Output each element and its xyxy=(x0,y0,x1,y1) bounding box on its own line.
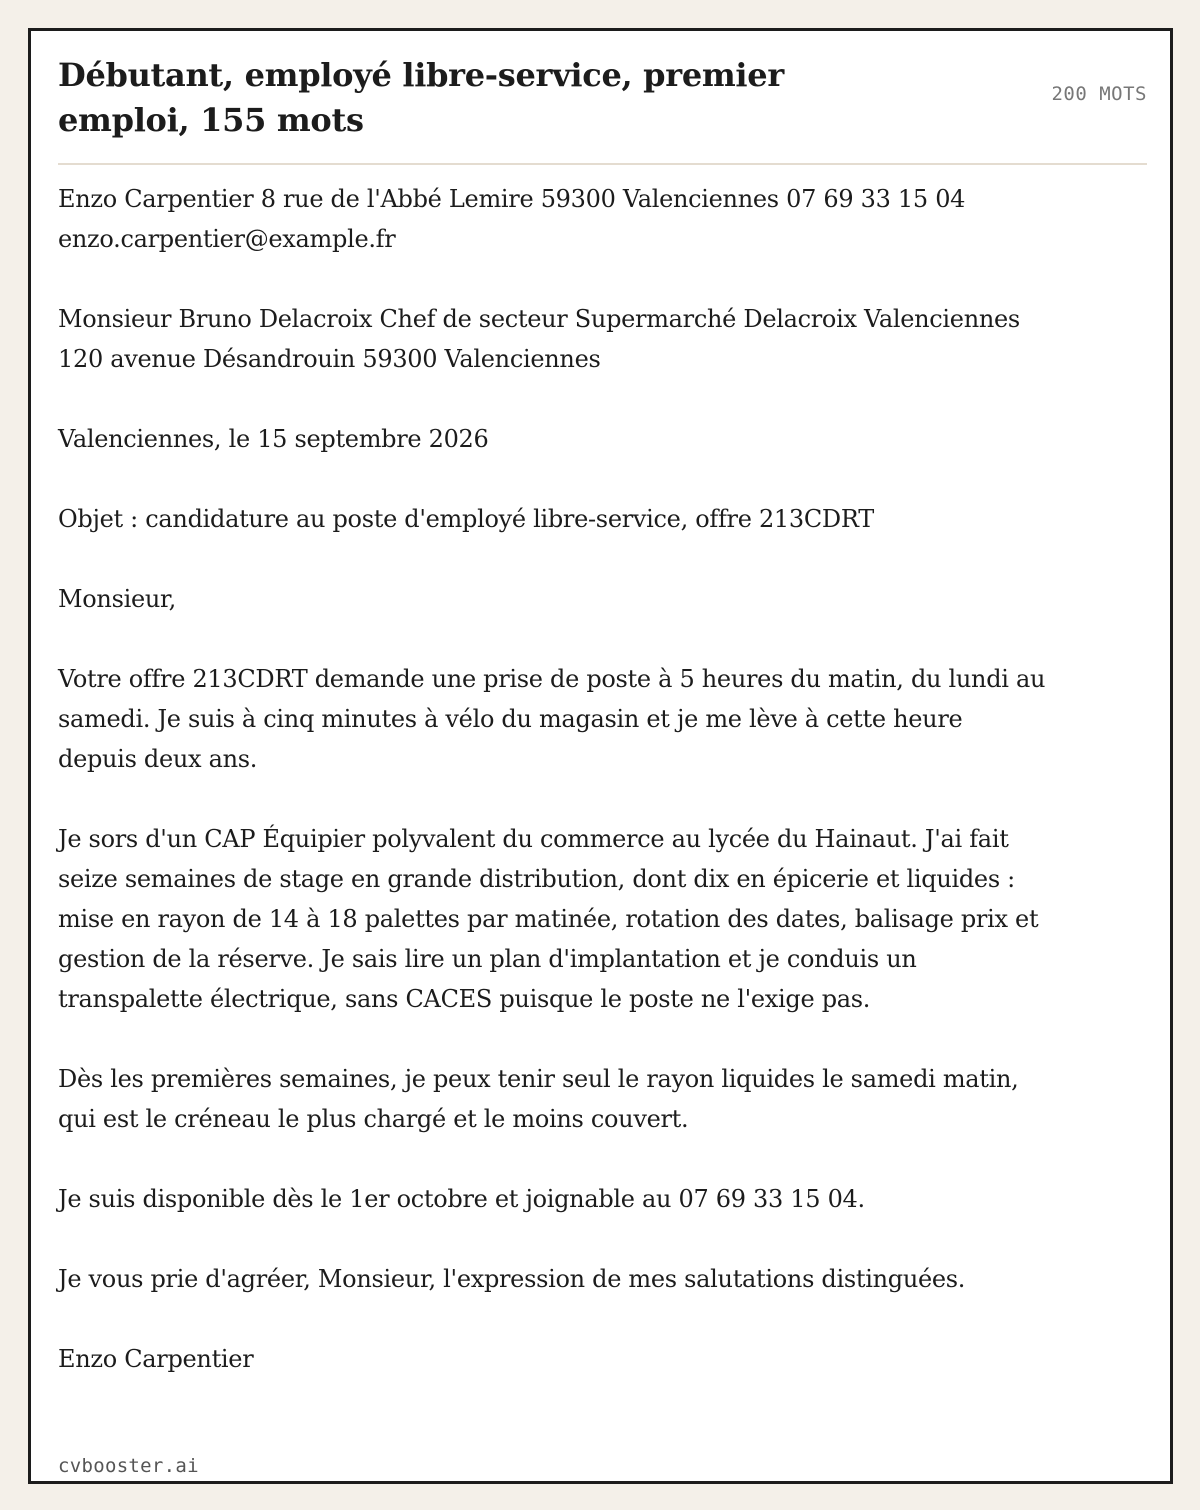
letter-subject: Objet : candidature au poste d'employé libre-service, offre 213CDRT xyxy=(58,505,874,533)
footer-brand: cvbooster.ai xyxy=(58,1455,199,1477)
letter-signature: Enzo Carpentier xyxy=(58,1345,254,1373)
recipient-block: Monsieur Bruno Delacroix Chef de secteur Supermarché Delacroix Valenciennes 120 avenue Désandrouin 59300 Valenciennes xyxy=(58,305,1020,373)
card-header xyxy=(58,51,1147,165)
letter-paragraph: Je sors d'un CAP Équipier polyvalent du commerce au lycée du Hainaut. J'ai fait seize semaines de stage en grande distribution, dont dix en épicerie et liquides : mise en rayon de 14 à 18 palettes par matinée, rotation des dates, balisage prix et gestion de la réserve. Je sais lire un plan d'implantation et je conduis un transpalette électrique, sans CACES puisque le poste ne l'exige pas. xyxy=(58,825,1039,1013)
letter-date: Valenciennes, le 15 septembre 2026 xyxy=(58,425,489,453)
letter-card xyxy=(28,28,1173,1484)
letter-closing: Je vous prie d'agréer, Monsieur, l'expression de mes salutations distinguées. xyxy=(58,1265,966,1293)
cover-letter xyxy=(58,179,1048,1379)
letter-paragraph: Je suis disponible dès le 1er octobre et joignable au 07 69 33 15 04. xyxy=(58,1185,865,1213)
page-title: Débutant, employé libre-service, premier emploi, 155 mots xyxy=(58,56,784,139)
letter-paragraph: Votre offre 213CDRT demande une prise de poste à 5 heures du matin, du lundi au samedi. Je suis à cinq minutes à vélo du magasin et je me lève à cette heure depuis deux ans. xyxy=(58,665,1046,773)
letter-salutation: Monsieur, xyxy=(58,585,176,613)
sender-block: Enzo Carpentier 8 rue de l'Abbé Lemire 59300 Valenciennes 07 69 33 15 04 enzo.carpentier@example.fr xyxy=(58,185,966,253)
letter-paragraph: Dès les premières semaines, je peux tenir seul le rayon liquides le samedi matin, qui est le créneau le plus chargé et le moins couvert. xyxy=(58,1065,1019,1133)
word-count-badge: 200 MOTS xyxy=(1051,83,1147,105)
